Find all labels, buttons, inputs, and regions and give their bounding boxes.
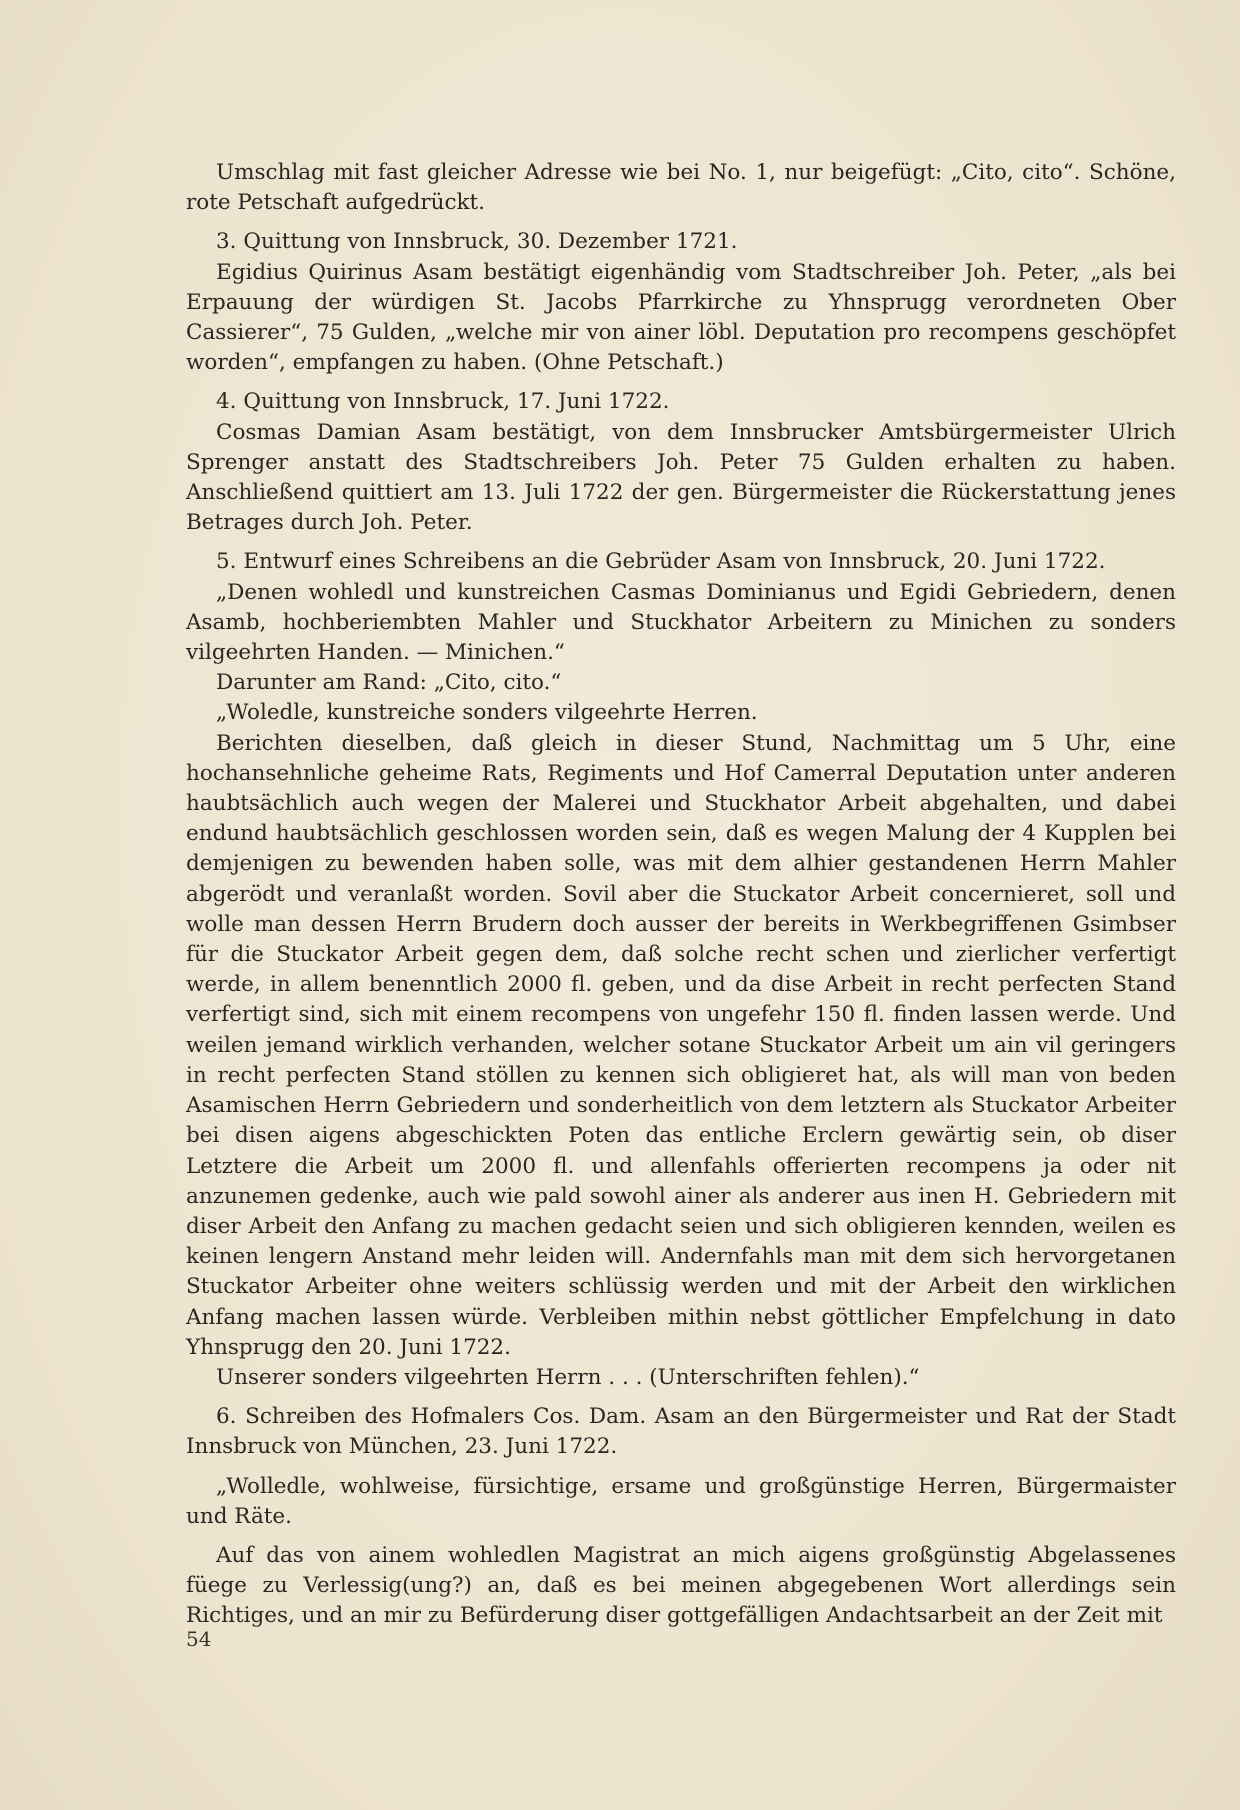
- paragraph: „Wolledle, wohlweise, fürsichtige, ersame und großgünstige Herren, Bürgermaister und Räte.: [186, 1473, 1176, 1529]
- paragraph: „Denen wohledl und kunstreichen Casmas Dominianus und Egidi Gebriedern, denen Asamb, hochberiembten Mahler und Stuckhator Arbeitern zu Minichen zu sonders vilgeehrten Handen. — Minichen.“: [186, 579, 1176, 666]
- paragraph: Cosmas Damian Asam bestätigt, von dem Innsbrucker Amtsbürgermeister Ulrich Sprenger anstatt des Stadtschreibers Joh. Peter 75 Gulden erhalten zu haben. Anschließend quittiert am 13. Juli 1722 der gen. Bürgermeister die Rückerstattung jenes Betrages durch Joh. Peter.: [186, 419, 1176, 536]
- paragraph: Egidius Quirinus Asam bestätigt eigenhändig vom Stadtschreiber Joh. Peter, „als bei Erpauung der würdigen St. Jacobs Pfarrkirche zu Yhnsprugg verordneten Ober Cassierer“, 75 Gulden, „welche mir von ainer löbl. Deputation pro recompens geschöpfet worden“, empfangen zu haben. (Ohne Petschaft.): [186, 259, 1176, 376]
- paragraph: „Woledle, kunstreiche sonders vilgeehrte Herren.: [216, 700, 758, 726]
- page-body-text: [186, 158, 1176, 1632]
- paragraph: Umschlag mit fast gleicher Adresse wie bei No. 1, nur beigefügt: „Cito, cito“. Schöne, rote Petschaft aufgedrückt.: [186, 160, 1176, 216]
- paragraph: 5. Entwurf eines Schreibens an die Gebrüder Asam von Innsbruck, 20. Juni 1722.: [216, 549, 1106, 575]
- paragraph: Berichten dieselben, daß gleich in dieser Stund, Nachmittag um 5 Uhr, eine hochansehnliche geheime Rats, Regiments und Hof Camerral Deputation unter anderen haubtsächlich auch wegen der Malerei und Stuckhator Arbeit abgehalten, und dabei endund haubtsächlich geschlossen worden sein, daß es wegen Malung der 4 Kupplen bei demjenigen zu bewenden haben solle, was mit dem alhier gestandenen Herrn Mahler abgerödt und veranlaßt worden. Sovil aber die Stuckator Arbeit concernieret, soll und wolle man dessen Herrn Brudern doch ausser der bereits in Werkbegriffenen Gsimbser für die Stuckator Arbeit gegen dem, daß solche recht schen und zierlicher verfertigt werde, in allem benenntlich 2000 fl. geben, und da dise Arbeit in recht perfecten Stand verfertigt sind, sich mit einem recompens von ungefehr 150 fl. finden lassen werde. Und weilen jemand wirklich verhanden, welcher sotane Stuckator Arbeit um ain vil geringers in recht perfecten Stand stöllen zu kennen sich obligieret hat, als will man von beden Asamischen Herrn Gebriedern und sonderheitlich von dem letztern als Stuckator Arbeiter bei disen aigens abgeschickten Poten das entliche Erclern gewärtig sein, ob diser Letztere die Arbeit um 2000 fl. und allenfahls offerierten recompens ja oder nit anzunemen gedenke, auch wie pald sowohl ainer als anderer aus inen H. Gebriedern mit diser Arbeit den Anfang zu machen gedacht seien und sich obligieren kennden, weilen es keinen lengern Anstand mehr leiden will. Andernfahls man mit dem sich hervorgetanen Stuckator Arbeiter ohne weiters schlüssig werden und mit der Arbeit den wirklichen Anfang machen lassen würde. Verbleiben mithin nebst göttlicher Empfelchung in dato Yhnsprugg den 20. Juni 1722.: [186, 730, 1176, 1360]
- paragraph: Unserer sonders vilgeehrten Herrn . . . (Unterschriften fehlen).“: [216, 1364, 920, 1390]
- paragraph: Auf das von ainem wohledlen Magistrat an mich aigens großgünstig Abgelassenes füege zu Verlessig(ung?) an, daß es bei meinen abgegebenen Wort allerdings sein Richtiges, und an mir zu Befürderung diser gottgefälligen Andachtsarbeit an der Zeit mit: [186, 1542, 1176, 1629]
- page-number: 54: [186, 1627, 212, 1651]
- paragraph: 4. Quittung von Innsbruck, 17. Juni 1722.: [216, 389, 670, 415]
- paragraph: 3. Quittung von Innsbruck, 30. Dezember 1721.: [216, 229, 738, 255]
- paragraph: Darunter am Rand: „Cito, cito.“: [216, 670, 562, 696]
- paragraph: 6. Schreiben des Hofmalers Cos. Dam. Asam an den Bürgermeister und Rat der Stadt Innsbruck von München, 23. Juni 1722.: [186, 1404, 1176, 1460]
